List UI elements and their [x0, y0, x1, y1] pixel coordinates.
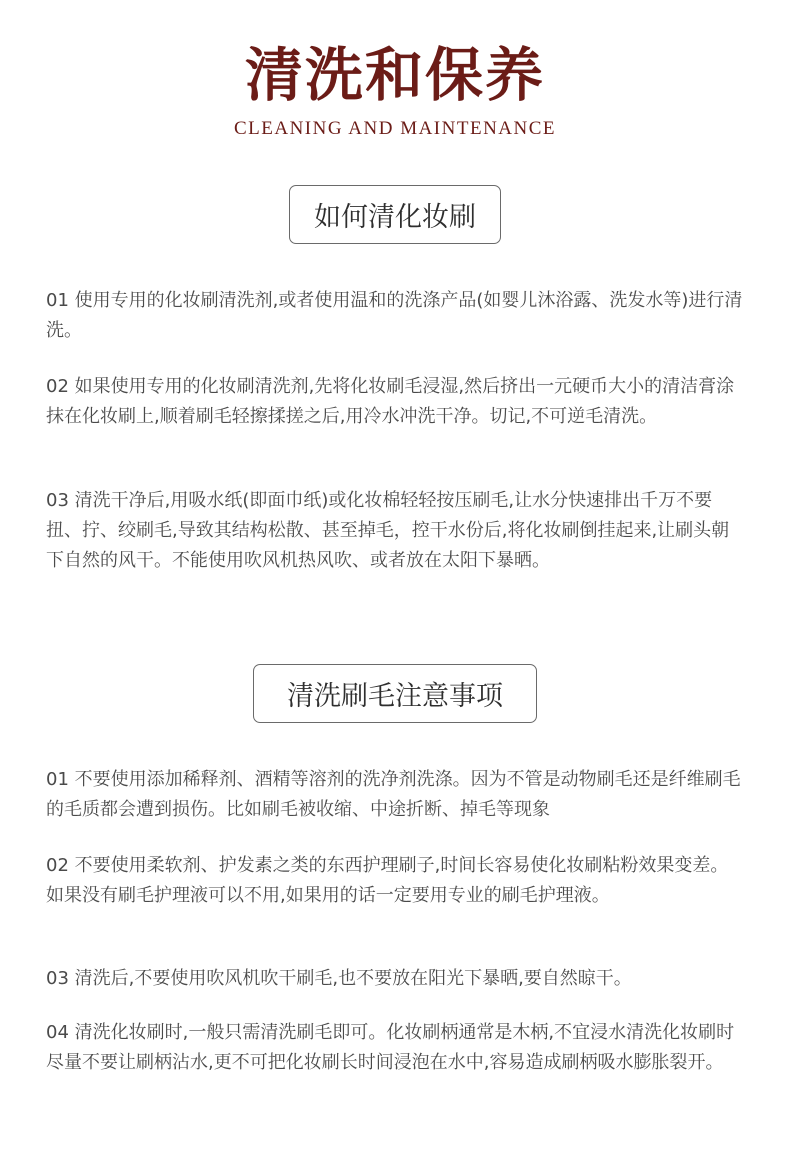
section-heading-cleaning-notes: 清洗刷毛注意事项 — [253, 664, 537, 723]
note-item-02: 02 不要使用柔软剂、护发素之类的东西护理刷子,时间长容易使化妆刷粘粉效果变差。如果没有刷毛护理液可以不用,如果用的话一定要用专业的刷毛护理液。 — [46, 855, 729, 906]
note-item-04: 04 清洗化妆刷时,一般只需清洗刷毛即可。化妆刷柄通常是木柄,不宜浸水清洗化妆刷时尽量不要让刷柄沾水,更不可把化妆刷长时间浸泡在水中,容易造成刷柄吸水膨胀裂开。 — [46, 1022, 735, 1073]
page-subtitle: CLEANING AND MAINTENANCE — [233, 118, 557, 139]
section-heading-how-to-clean: 如何清化妆刷 — [289, 185, 501, 244]
page-title: 清洗和保养 — [244, 41, 545, 109]
note-item-01: 01 不要使用添加稀释剂、酒精等溶剂的洗净剂洗涤。因为不管是动物刷毛还是纤维刷毛的毛质都会遭到损伤。比如刷毛被收缩、中途折断、掉毛等现象 — [46, 769, 741, 820]
instruction-item-03: 03 清洗干净后,用吸水纸(即面巾纸)或化妆棉轻轻按压刷毛,让水分快速排出千万不要扭、拧、绞刷毛,导致其结构松散、甚至掉毛，控干水份后,将化妆刷倒挂起来,让刷头朝下自然的风干。不能使用吹风机热风吹、或者放在太阳下暴晒。 — [46, 490, 730, 571]
note-item-03: 03 清洗后,不要使用吹风机吹干刷毛,也不要放在阳光下暴晒,要自然晾干。 — [46, 968, 632, 989]
instruction-item-01: 01 使用专用的化妆刷清洗剂,或者使用温和的洗涤产品(如婴儿沐浴露、洗发水等)进行清洗。 — [46, 290, 743, 341]
instruction-item-02: 02 如果使用专用的化妆刷清洗剂,先将化妆刷毛浸湿,然后挤出一元硬币大小的清洁膏涂抹在化妆刷上,顺着刷毛轻擦揉搓之后,用冷水冲洗干净。切记,不可逆毛清洗。 — [46, 376, 735, 427]
